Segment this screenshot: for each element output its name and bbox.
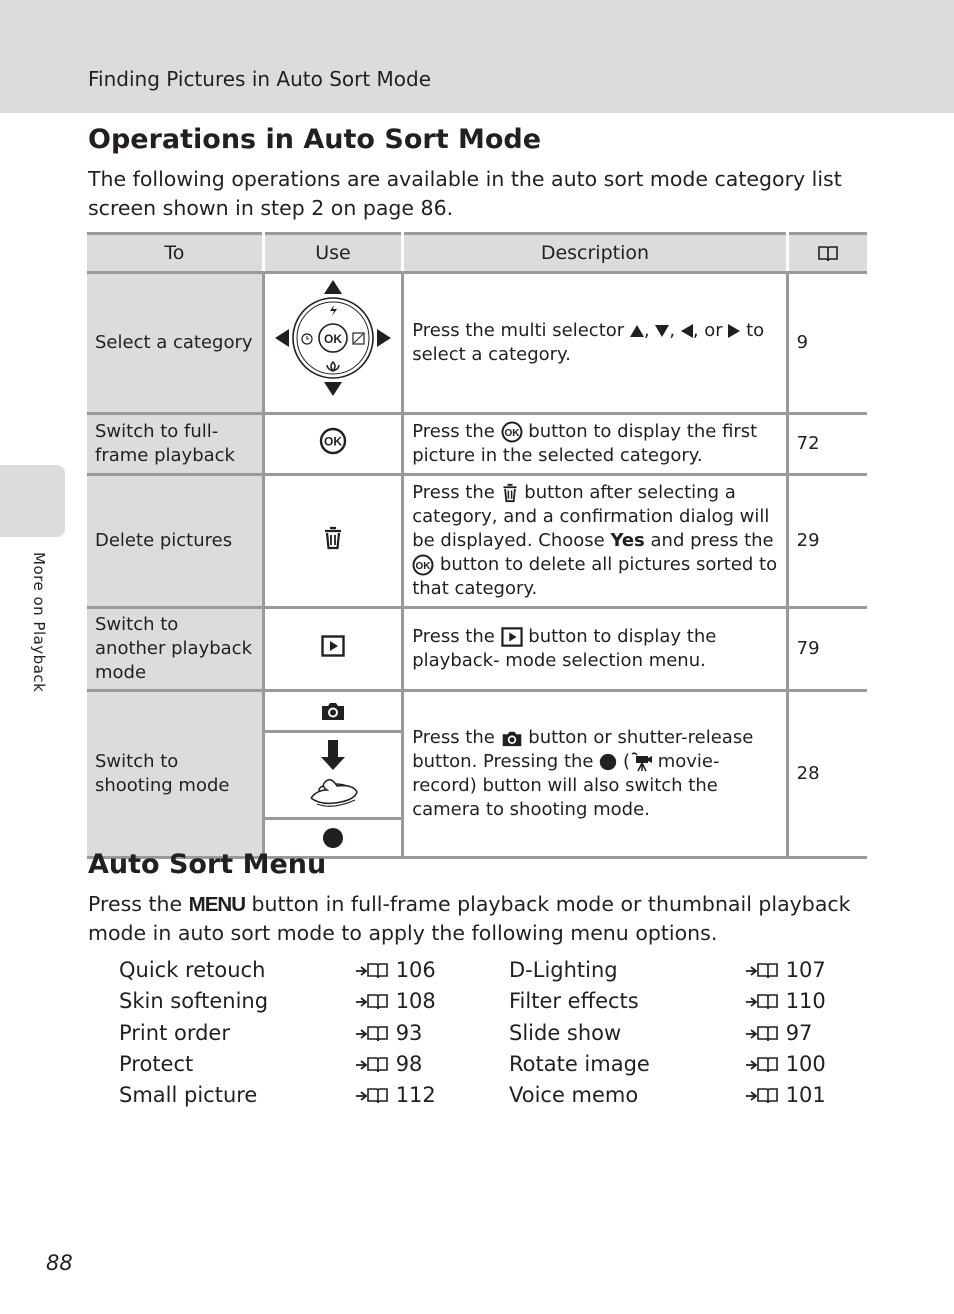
book-reference-icon: [355, 1024, 389, 1044]
movie-record-button-icon: [599, 753, 617, 771]
book-reference-icon: [745, 1086, 779, 1106]
svg-text:OK: OK: [415, 561, 431, 572]
table-row: [87, 475, 867, 608]
chapter-tab: [0, 465, 65, 537]
row-page-ref: 28: [787, 691, 867, 858]
camera-icon: [320, 700, 346, 722]
book-reference-icon: [817, 245, 839, 263]
menu-option-label: Slide show: [509, 1020, 622, 1045]
row-description: Press the multi selector , , , or to select a category.: [403, 273, 787, 414]
col-header-use: Use: [263, 234, 403, 273]
menu-option-label: Print order: [119, 1020, 230, 1045]
operations-table: [87, 232, 867, 859]
book-reference-icon: [355, 1086, 389, 1106]
camera-icon: [501, 729, 523, 748]
use-camera-cell: [265, 692, 402, 733]
svg-text:OK: OK: [323, 434, 342, 448]
book-reference-icon: [355, 992, 389, 1012]
row-description: Press the button or shutter-release button. Pressing the ( movie-record) button will also switch the camera to shooting mode.: [403, 691, 787, 858]
playback-button-icon: [321, 635, 345, 657]
row-description: Press the button to display the playback- mode selection menu.: [403, 608, 787, 691]
ok-button-icon: [412, 554, 434, 576]
book-reference-icon: [745, 1024, 779, 1044]
header-band: [0, 0, 954, 113]
book-reference-icon: [745, 1055, 779, 1075]
col-header-reference: [787, 234, 867, 273]
menu-option-label: D-Lighting: [509, 958, 618, 982]
menu-option-page-ref: 107: [745, 958, 826, 982]
left-arrow-icon: [681, 324, 693, 338]
menu-option-page-ref: 93: [355, 1021, 422, 1045]
row-page-ref: 72: [787, 414, 867, 475]
row-use: [263, 608, 403, 691]
menu-option-label: Voice memo: [509, 1083, 639, 1108]
row-description: Press the button after selecting a category, and a confirmation dialog will be displayed. Choose Yes and press the OK button to delete all pictures sorted to that category.: [403, 475, 787, 608]
menu-option-page-ref: 110: [745, 989, 826, 1013]
trash-icon: [322, 526, 344, 550]
menu-option-page-ref: 101: [745, 1083, 826, 1107]
book-reference-icon: [745, 992, 779, 1012]
playback-button-icon: [501, 627, 523, 647]
row-use: [263, 414, 403, 475]
menu-option-page-ref: 98: [355, 1052, 422, 1076]
row-to: Delete pictures: [87, 475, 263, 608]
auto-sort-menu-intro: Press the MENU button in full-frame playback mode or thumbnail playback mode in auto sort mode to apply the following menu options.: [88, 892, 851, 945]
row-to: Switch to shooting mode: [87, 691, 263, 858]
menu-option-label: Protect: [119, 1051, 194, 1076]
multi-selector-icon: [272, 278, 394, 402]
row-page-ref: 79: [787, 608, 867, 691]
book-reference-icon: [355, 1055, 389, 1075]
svg-text:OK: OK: [504, 428, 520, 439]
movie-camera-icon: [630, 752, 652, 772]
menu-option-label: Filter effects: [509, 989, 639, 1014]
auto-sort-menu-heading: Auto Sort Menu: [88, 849, 327, 880]
ok-button-icon: [319, 427, 347, 455]
row-use: [263, 691, 403, 858]
menu-option-page-ref: 100: [745, 1052, 826, 1076]
menu-option-page-ref: 106: [355, 958, 436, 982]
operations-heading: Operations in Auto Sort Mode: [88, 124, 542, 155]
page-number: 88: [46, 1251, 73, 1275]
trash-icon: [501, 483, 519, 503]
shutter-press-icon: [303, 738, 363, 812]
menu-button-label: MENU: [188, 893, 245, 916]
menu-option-label: Small picture: [119, 1083, 258, 1108]
row-description: Press the OK button to display the first picture in the selected category.: [403, 414, 787, 475]
menu-option-label: Rotate image: [509, 1051, 650, 1076]
table-row: [87, 691, 867, 858]
row-use: [263, 475, 403, 608]
row-page-ref: 9: [787, 273, 867, 414]
table-row: [87, 608, 867, 691]
right-arrow-icon: [728, 324, 740, 338]
row-to: Switch to full-frame playback: [87, 414, 263, 475]
table-row: [87, 414, 867, 475]
down-arrow-icon: [655, 325, 669, 337]
row-use: [263, 273, 403, 414]
row-to: Select a category: [87, 273, 263, 414]
svg-text:OK: OK: [323, 331, 342, 346]
table-header-row: [87, 234, 867, 273]
movie-record-button-icon: [322, 827, 344, 849]
col-header-to: To: [87, 234, 263, 273]
book-reference-icon: [355, 961, 389, 981]
row-page-ref: 29: [787, 475, 867, 608]
ok-button-icon: [501, 421, 523, 443]
menu-option-page-ref: 112: [355, 1083, 436, 1107]
running-header: Finding Pictures in Auto Sort Mode: [88, 67, 432, 91]
menu-option-page-ref: 108: [355, 989, 436, 1013]
row-to: Switch to another playback mode: [87, 608, 263, 691]
menu-option-label: Skin softening: [119, 989, 269, 1014]
table-row: [87, 273, 867, 414]
use-shutter-cell: [265, 733, 402, 820]
operations-intro: The following operations are available in the auto sort mode category list screen shown in step 2 on page 86.: [88, 167, 842, 220]
chapter-tab-label: More on Playback: [30, 552, 48, 693]
menu-option-page-ref: 97: [745, 1021, 812, 1045]
up-arrow-icon: [630, 325, 644, 337]
menu-option-label: Quick retouch: [119, 958, 266, 982]
col-header-description: Description: [403, 234, 787, 273]
book-reference-icon: [745, 961, 779, 981]
